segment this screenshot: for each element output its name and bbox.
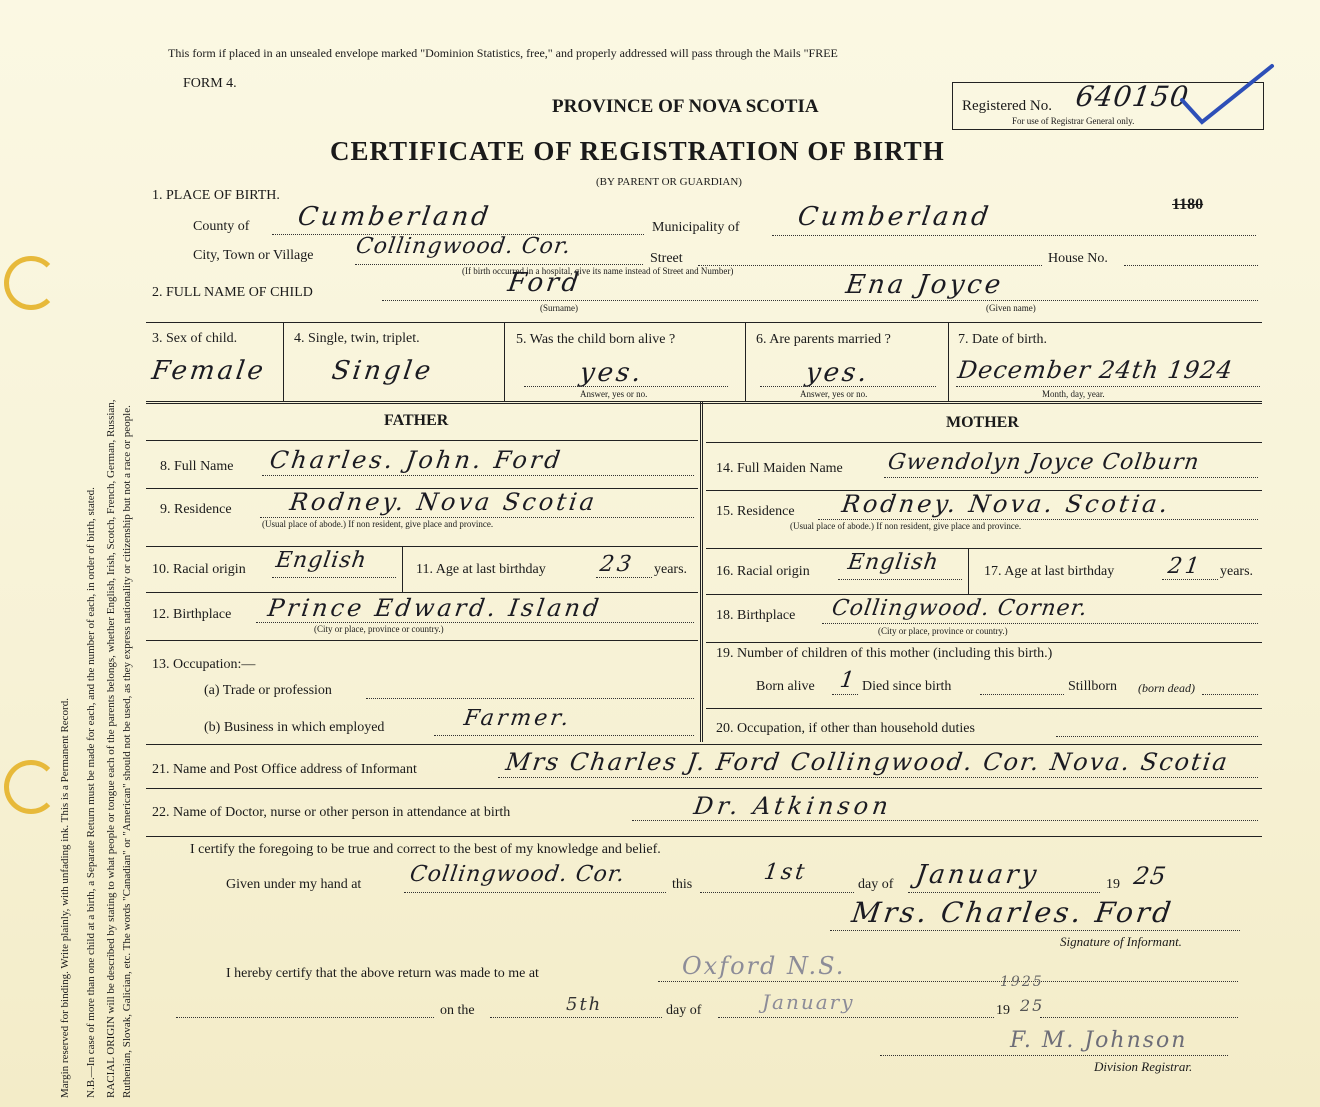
surname-note: (Surname) [540,303,578,313]
registered-number: 640150 [1073,80,1192,113]
mother-residence-note: (Usual place of abode.) If non resident, give place and province. [790,521,1022,531]
father-age-value: 23 [598,552,636,577]
county-label: County of [193,219,250,234]
informant-signature: Mrs. Charles. Ford [849,896,1176,929]
given-under-label: Given under my hand at [226,877,362,892]
corner-mark: 1180 [1172,196,1204,213]
signature-label: Signature of Informant. [1060,934,1182,949]
registrar-signature: F. M. Johnson [1010,1028,1188,1053]
plurality-label: 4. Single, twin, triplet. [294,331,420,346]
mother-residence-value: Rodney. Nova. Scotia. [840,490,1173,518]
father-occupation-label: 13. Occupation:— [152,657,256,672]
county-value: Cumberland [295,202,494,232]
father-residence-label: 9. Residence [160,502,232,517]
stillborn-label: Stillborn [1068,679,1118,694]
date-of-birth-label: 7. Date of birth. [958,332,1048,347]
trade-label: (a) Trade or profession [204,683,332,698]
certify-statement: I certify the foregoing to be true and correct to the best of my knowledge and belief. [190,842,661,857]
reg-year-prefix: 19 [996,1003,1010,1018]
father-age-unit: years. [654,562,688,577]
father-heading: FATHER [384,412,449,429]
binding-hole-bottom [4,760,58,814]
father-name-value: Charles. John. Ford [268,446,565,474]
mother-birthplace-label: 18. Birthplace [716,608,796,623]
on-the-label: on the [440,1003,475,1018]
date-of-birth-value: December 24th 1924 [956,356,1235,384]
given-place-value: Collingwood. Cor. [408,862,627,887]
informant-label: 21. Name and Post Office address of Informant [152,762,417,777]
side-note-3: RACIAL ORIGIN will be described by stating to what people or tongue each of the parents belongs, whether English, Irish, Scotch, French, German, Russian, [105,399,117,1098]
municipality-label: Municipality of [652,220,740,235]
stillborn-note: (born dead) [1138,681,1195,695]
hospital-note: (If birth occurred in a hospital, give its name instead of Street and Number) [462,266,734,276]
side-note-4: Ruthenian, Slovak, Galician, etc. The words "Canadian" or "American" should not be used, as they express nationality or citizenship but not a race or people. [121,405,133,1098]
mother-racial-label: 16. Racial origin [716,564,810,579]
registered-label: Registered No. [962,98,1052,114]
died-label: Died since birth [862,679,952,694]
reg-year-above: 1925 [1000,974,1044,990]
certificate-title: CERTIFICATE OF REGISTRATION OF BIRTH [330,136,945,166]
this-label: this [672,877,693,892]
city-value: Collingwood. Cor. [354,234,573,259]
reg-month-value: January [762,990,855,1014]
father-residence-value: Rodney. Nova Scotia [288,488,600,516]
father-racial-label: 10. Racial origin [152,562,246,577]
year-value: 25 [1132,862,1169,890]
father-birthplace-label: 12. Birthplace [152,607,232,622]
place-of-birth-label: 1. PLACE OF BIRTH. [152,188,280,203]
mother-occupation-label: 20. Occupation, if other than household duties [716,721,975,736]
mother-name-label: 14. Full Maiden Name [716,461,843,476]
father-name-label: 8. Full Name [160,459,234,474]
child-surname-value: Ford [505,268,584,298]
mother-birthplace-value: Collingwood. Corner. [830,596,1090,621]
plurality-value: Single [329,356,436,386]
child-given-value: Ena Joyce [843,270,1006,300]
mother-heading: MOTHER [946,414,1019,431]
sex-value: Female [149,356,268,386]
children-label: 19. Number of children of this mother (including this birth.) [716,646,1053,661]
sex-label: 3. Sex of child. [152,331,238,346]
father-birthplace-note: (City or place, province or country.) [314,624,444,634]
day-value: 1st [762,860,809,885]
business-label: (b) Business in which employed [204,720,385,735]
mother-residence-label: 15. Residence [716,504,795,519]
business-value: Farmer. [462,706,574,731]
born-alive-value: yes. [577,358,646,388]
mother-racial-value: English [846,550,941,575]
given-note: (Given name) [986,303,1036,313]
informant-value: Mrs Charles J. Ford Collingwood. Cor. Nova. Scotia [504,748,1231,776]
married-note: Answer, yes or no. [800,389,868,399]
mother-age-value: 21 [1166,554,1204,579]
child-name-label: 2. FULL NAME OF CHILD [152,285,313,300]
date-note: Month, day, year. [1042,389,1105,399]
father-age-label: 11. Age at last birthday [416,562,546,577]
mother-name-value: Gwendolyn Joyce Colburn [886,450,1202,475]
certificate-subtitle: (BY PARENT OR GUARDIAN) [596,176,742,188]
doctor-label: 22. Name of Doctor, nurse or other person in attendance at birth [152,805,511,820]
born-alive-label: 5. Was the child born alive ? [516,332,676,347]
registrar-statement: I hereby certify that the above return was made to me at [226,966,539,981]
house-label: House No. [1048,251,1108,266]
province-title: PROVINCE OF NOVA SCOTIA [552,96,819,117]
father-birthplace-value: Prince Edward. Island [266,594,604,622]
mother-age-unit: years. [1220,564,1254,579]
father-racial-value: English [274,548,369,573]
born-alive-note: Answer, yes or no. [580,389,648,399]
married-label: 6. Are parents married ? [756,332,891,347]
reg-day-of-label: day of [666,1003,702,1018]
form-number: FORM 4. [183,76,237,91]
side-note-2: N.B.—In case of more than one child at a birth, a Separate Return must be made for each, and the number of each, in order of birth, stated. [85,487,97,1098]
municipality-value: Cumberland [795,202,994,232]
born-alive-count-value: 1 [838,668,859,693]
registrar-note: For use of Registrar General only. [1012,116,1135,126]
registrar-place-value: Oxford N.S. [682,952,846,980]
reg-year-value: 25 [1020,996,1045,1015]
side-note-1: Margin reserved for binding. Write plainly, with unfading ink. This is a Permanent Record. [59,698,71,1098]
father-residence-note: (Usual place of abode.) If non resident, give place and province. [262,519,494,529]
mother-birthplace-note: (City or place, province or country.) [878,626,1008,636]
doctor-value: Dr. Atkinson [692,792,894,820]
mother-age-label: 17. Age at last birthday [984,564,1115,579]
registrar-label: Division Registrar. [1094,1059,1193,1074]
binding-hole-top [4,256,58,310]
reg-day-value: 5th [566,994,603,1015]
city-label: City, Town or Village [193,248,314,263]
month-value: January [913,860,1042,890]
year-prefix: 19 [1106,877,1120,892]
checkmark-icon [1178,60,1278,130]
day-of-label: day of [858,877,894,892]
married-value: yes. [803,358,872,388]
mail-notice: This form if placed in an unsealed envelope marked "Dominion Statistics, free," and properly addressed will pass through the Mails "FREE [168,46,838,60]
born-alive-count-label: Born alive [756,679,815,694]
street-label: Street [650,251,683,266]
